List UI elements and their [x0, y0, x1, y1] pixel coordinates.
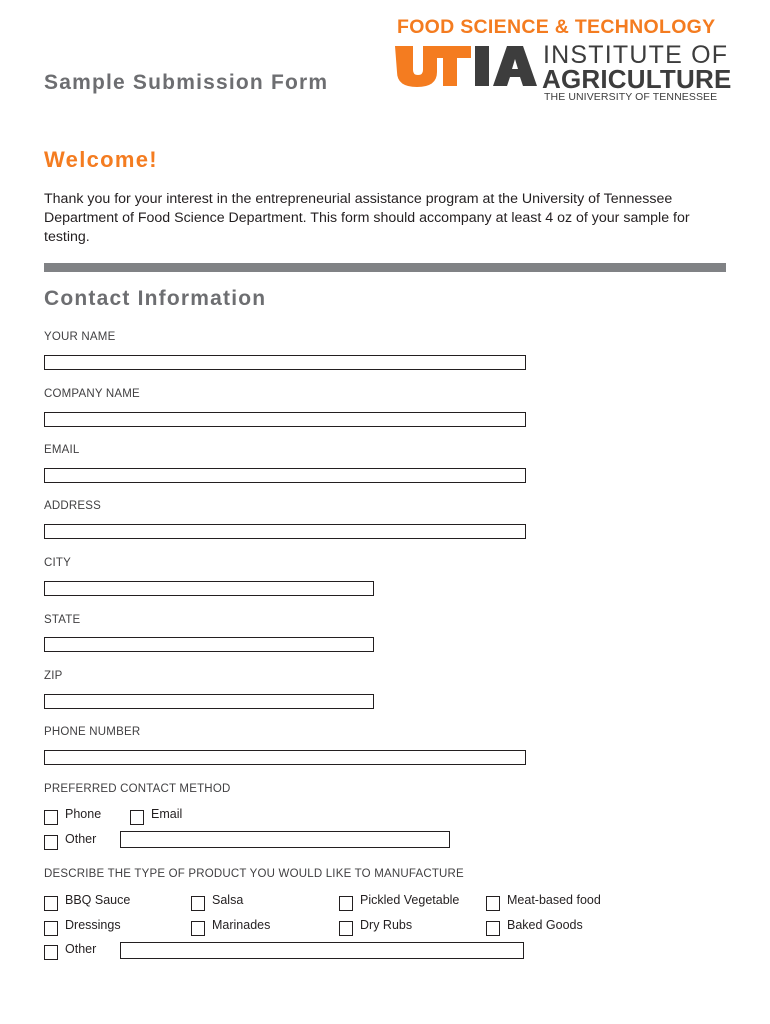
utia-logo: [393, 14, 732, 104]
address-input[interactable]: [44, 524, 526, 539]
product-type-label: DESCRIBE THE TYPE OF PRODUCT YOU WOULD LIKE TO MANUFACTURE: [44, 868, 464, 880]
product-dryrubs-checkbox[interactable]: [339, 921, 353, 936]
company-input[interactable]: [44, 412, 526, 427]
contact-other-input[interactable]: [120, 831, 450, 848]
state-label: STATE: [44, 614, 81, 626]
product-dryrubs-label: Dry Rubs: [360, 917, 413, 932]
welcome-heading: Welcome!: [44, 147, 158, 172]
company-label: COMPANY NAME: [44, 388, 140, 400]
logo-agriculture: AGRICULTURE: [542, 64, 732, 94]
product-salsa-option[interactable]: [191, 892, 244, 911]
product-meat-option[interactable]: [486, 892, 601, 911]
preferred-contact-label: PREFERRED CONTACT METHOD: [44, 783, 231, 795]
contact-email-option[interactable]: [130, 806, 183, 825]
product-dressings-label: Dressings: [65, 917, 121, 932]
logo-university: THE UNIVERSITY OF TENNESSEE: [544, 91, 718, 103]
product-marinades-label: Marinades: [212, 917, 271, 932]
contact-email-checkbox[interactable]: [130, 810, 144, 825]
contact-heading: Contact Information: [44, 287, 267, 310]
zip-input[interactable]: [44, 694, 374, 709]
product-other-checkbox[interactable]: [44, 945, 58, 960]
email-label: EMAIL: [44, 444, 80, 456]
product-baked-label: Baked Goods: [507, 917, 583, 932]
product-pickled-option[interactable]: [339, 892, 460, 911]
section-divider: [44, 263, 726, 272]
logo-institute: INSTITUTE OF: [543, 41, 729, 69]
product-dressings-option[interactable]: [44, 917, 121, 936]
contact-other-checkbox[interactable]: [44, 835, 58, 850]
product-bbq-option[interactable]: [44, 892, 131, 911]
address-label: ADDRESS: [44, 500, 101, 512]
product-pickled-label: Pickled Vegetable: [360, 892, 460, 907]
product-pickled-checkbox[interactable]: [339, 896, 353, 911]
product-bbq-checkbox[interactable]: [44, 896, 58, 911]
form-title: Sample Submission Form: [44, 71, 329, 94]
product-other-input[interactable]: [120, 942, 524, 959]
product-other-option[interactable]: [44, 941, 97, 960]
product-meat-label: Meat-based food: [507, 892, 601, 907]
product-salsa-label: Salsa: [212, 892, 244, 907]
product-baked-option[interactable]: [486, 917, 583, 936]
product-baked-checkbox[interactable]: [486, 921, 500, 936]
name-input[interactable]: [44, 355, 526, 370]
name-label: YOUR NAME: [44, 331, 116, 343]
utia-mark-icon: [393, 42, 539, 88]
product-salsa-checkbox[interactable]: [191, 896, 205, 911]
city-input[interactable]: [44, 581, 374, 596]
product-dryrubs-option[interactable]: [339, 917, 413, 936]
logo-department: FOOD SCIENCE & TECHNOLOGY: [397, 16, 716, 38]
email-input[interactable]: [44, 468, 526, 483]
product-marinades-checkbox[interactable]: [191, 921, 205, 936]
welcome-text: Thank you for your interest in the entrepreneurial assistance program at the University of Tennessee Department of Food Science Department. This form should accompany at least 4 oz of your sample for testing.: [44, 191, 690, 245]
city-label: CITY: [44, 557, 71, 569]
product-meat-checkbox[interactable]: [486, 896, 500, 911]
phone-input[interactable]: [44, 750, 526, 765]
state-input[interactable]: [44, 637, 374, 652]
product-other-label: Other: [65, 941, 97, 956]
contact-phone-checkbox[interactable]: [44, 810, 58, 825]
contact-other-label: Other: [65, 831, 97, 846]
zip-label: ZIP: [44, 670, 63, 682]
contact-email-label: Email: [151, 806, 183, 821]
contact-other-option[interactable]: [44, 831, 97, 850]
contact-phone-option[interactable]: [44, 806, 102, 825]
product-bbq-label: BBQ Sauce: [65, 892, 131, 907]
contact-phone-label: Phone: [65, 806, 102, 821]
product-marinades-option[interactable]: [191, 917, 271, 936]
product-dressings-checkbox[interactable]: [44, 921, 58, 936]
phone-label: PHONE NUMBER: [44, 726, 141, 738]
